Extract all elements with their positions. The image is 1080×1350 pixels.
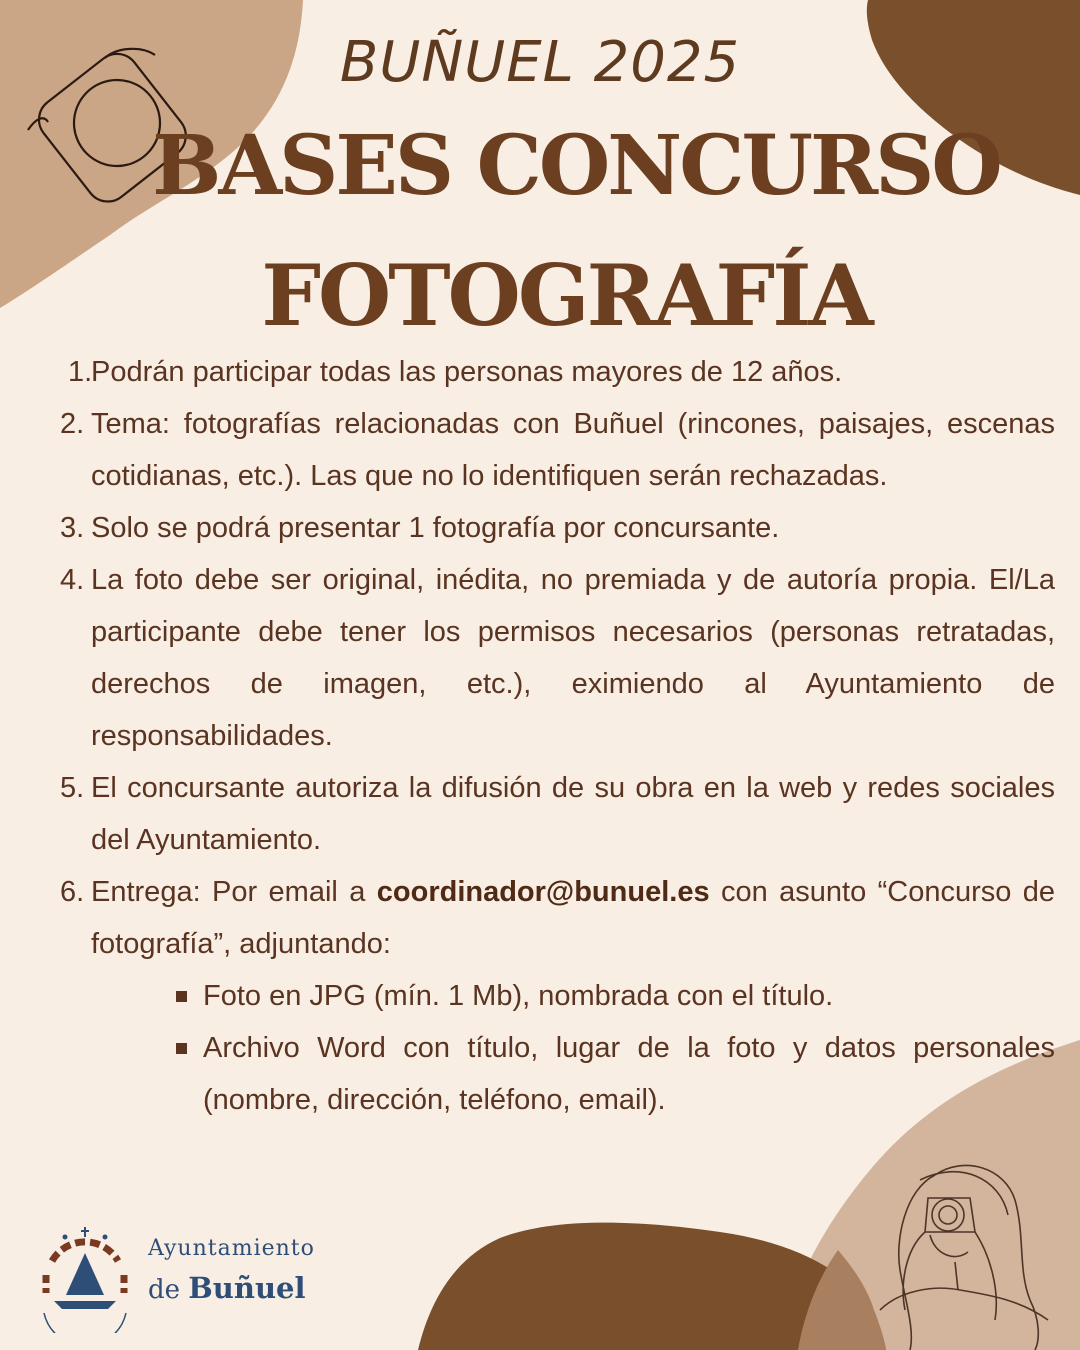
rule-text: Podrán participar todas las personas mayores de 12 años. xyxy=(91,356,843,388)
rule-number: 4. xyxy=(60,564,85,596)
rules-list xyxy=(60,346,1055,1126)
square-bullet-icon xyxy=(176,1043,187,1054)
attachment-item xyxy=(173,970,1055,1022)
square-bullet-icon xyxy=(176,991,187,1002)
attachment-text: Archivo Word con título, lugar de la foto y datos personales (nombre, dirección, teléfono, email). xyxy=(203,1032,1055,1116)
poster-title-line2: FOTOGRAFÍA xyxy=(261,246,871,345)
rule-item xyxy=(60,398,1055,502)
rule-number: 2. xyxy=(60,408,85,440)
rule-item xyxy=(60,346,1055,398)
town-hall-logo-icon xyxy=(40,1225,130,1333)
town-hall-line1: Ayuntamiento xyxy=(148,1236,315,1261)
rule-number: 5. xyxy=(60,772,85,804)
poster-title-line1: BASES CONCURSO xyxy=(152,118,1000,214)
town-hall-name xyxy=(148,1236,315,1305)
town-hall-line2 xyxy=(148,1271,315,1305)
rule-text: El concursante autoriza la difusión de su obra en la web y redes sociales del Ayuntamiento. xyxy=(91,772,1055,856)
town-name: Buñuel xyxy=(188,1271,306,1305)
rule-text: Tema: fotografías relacionadas con Buñuel (rincones, paisajes, escenas cotidianas, etc.). Las que no lo identifiquen serán rechazadas. xyxy=(91,408,1055,492)
attachments-list xyxy=(173,970,1055,1126)
rule-item xyxy=(60,866,1055,970)
rule-item xyxy=(60,502,1055,554)
attachment-text: Foto en JPG (mín. 1 Mb), nombrada con el título. xyxy=(203,980,834,1012)
rule-text-after: con asunto “Concurso de fotografía”, adjuntando: xyxy=(91,876,1056,960)
rule-item xyxy=(60,554,1055,762)
attachment-item xyxy=(173,1022,1055,1126)
rule-number: 3. xyxy=(60,512,85,544)
rule-text: Solo se podrá presentar 1 fotografía por concursante. xyxy=(91,512,780,544)
rule-item xyxy=(60,762,1055,866)
town-hall-prefix: de xyxy=(148,1275,181,1305)
rule-text: La foto debe ser original, inédita, no premiada y de autoría propia. El/La participante debe tener los permisos necesarios (personas retratadas, derechos de imagen, etc.), eximiendo al Ayuntamiento de responsabilidades. xyxy=(91,564,1055,752)
contact-email: coordinador@bunuel.es xyxy=(376,876,710,908)
rule-text-before: Entrega: Por email a xyxy=(91,876,366,908)
rule-number: 1. xyxy=(68,356,93,388)
rule-number: 6. xyxy=(60,876,85,908)
event-kicker: BUÑUEL 2025 xyxy=(339,30,741,95)
